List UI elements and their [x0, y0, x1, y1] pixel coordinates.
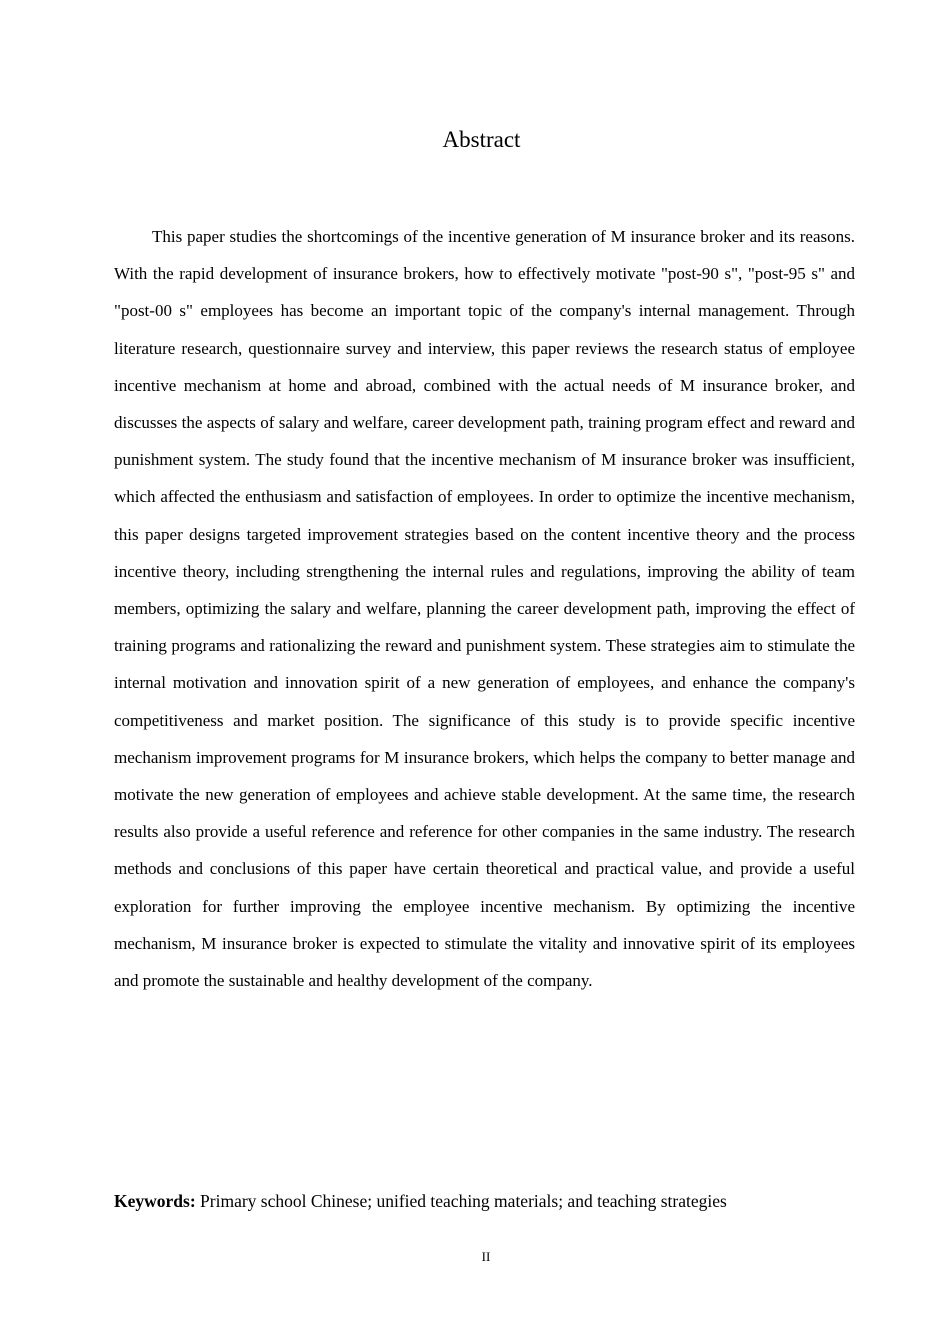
abstract-title: Abstract: [442, 127, 521, 152]
keywords-label: Keywords:: [114, 1191, 196, 1211]
keywords-text: Primary school Chinese; unified teaching materials; and teaching strategies: [195, 1191, 727, 1211]
keywords-line: [114, 1186, 855, 1216]
abstract-paragraph: This paper studies the shortcomings of the incentive generation of M insurance broker and its reasons. With the rapid development of insurance brokers, how to effectively motivate "post-90 s", "post-95 s" and "post-00 s" employees has become an important topic of the company's internal management. Through literature research, questionnaire survey and interview, this paper reviews the research status of employee incentive mechanism at home and abroad, combined with the actual needs of M insurance broker, and discusses the aspects of salary and welfare, career development path, training program effect and reward and punishment system. The study found that the incentive mechanism of M insurance broker was insufficient, which affected the enthusiasm and satisfaction of employees. In order to optimize the incentive mechanism, this paper designs targeted improvement strategies based on the content incentive theory and the process incentive theory, including strengthening the internal rules and regulations, improving the ability of team members, optimizing the salary and welfare, planning the career development path, improving the effect of training programs and rationalizing the reward and punishment system. These strategies aim to stimulate the internal motivation and innovation spirit of a new generation of employees, and enhance the company's competitiveness and market position. The significance of this study is to provide specific incentive mechanism improvement programs for M insurance brokers, which helps the company to better manage and motivate the new generation of employees and achieve stable development. At the same time, the research results also provide a useful reference and reference for other companies in the same industry. The research methods and conclusions of this paper have certain theoretical and practical value, and provide a useful exploration for further improving the employee incentive mechanism. By optimizing the incentive mechanism, M insurance broker is expected to stimulate the vitality and innovative spirit of its employees and promote the sustainable and healthy development of the company.: [114, 227, 855, 991]
page-number: II: [481, 1249, 491, 1264]
